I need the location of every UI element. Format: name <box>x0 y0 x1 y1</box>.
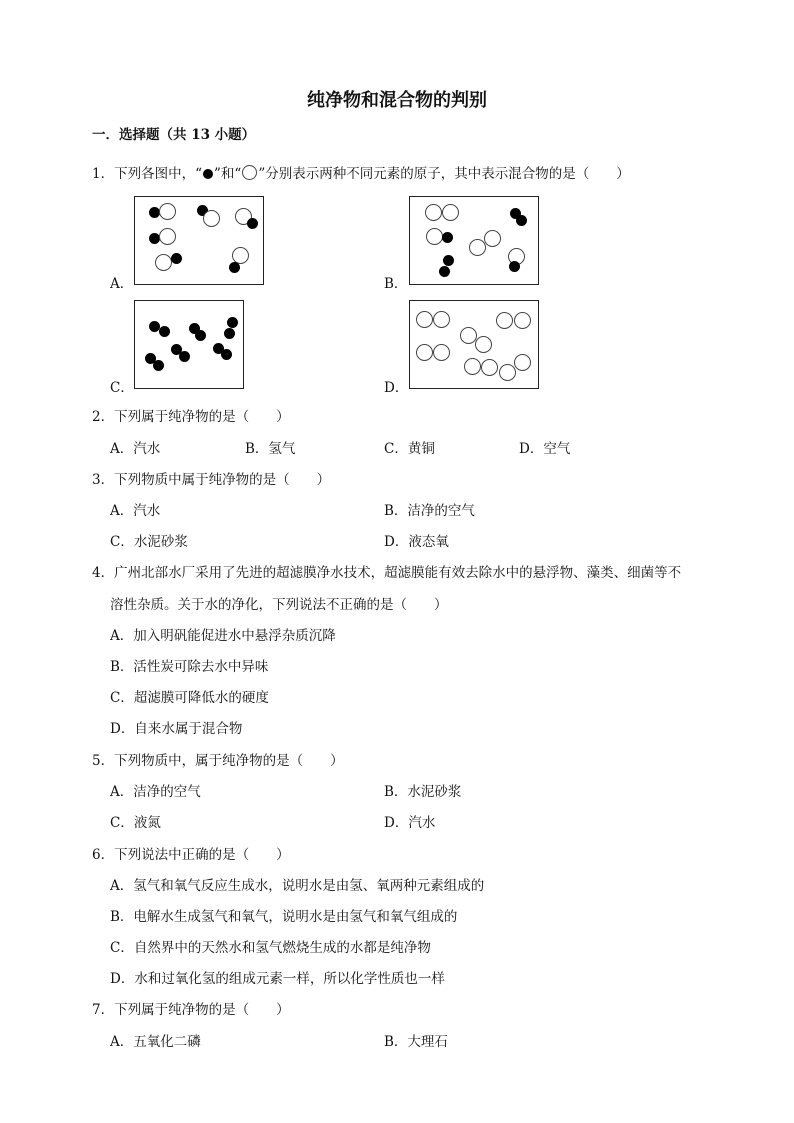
white-atom <box>464 358 481 375</box>
white-atom <box>481 359 498 376</box>
option-d: D．液态氧 <box>384 534 449 550</box>
black-atom <box>442 232 453 243</box>
black-atom <box>195 330 206 341</box>
black-atom-icon <box>203 169 213 179</box>
diagram-a <box>134 196 264 285</box>
question-5-stem: 5．下列物质中，属于纯净物的是（ ） <box>92 753 344 769</box>
question-7-stem: 7．下列属于纯净物的是（ ） <box>92 1002 290 1018</box>
option-c: C．超滤膜可降低水的硬度 <box>110 690 269 706</box>
black-atom <box>229 262 240 273</box>
question-4-stem-cont: 溶性杂质。关于水的净化，下列说法不正确的是（ ） <box>110 597 448 613</box>
option-c: C．自然界中的天然水和氢气燃烧生成的水都是纯净物 <box>110 940 431 956</box>
white-atom <box>499 364 516 381</box>
black-atom <box>159 326 170 337</box>
option-a: A．汽水 <box>110 503 161 519</box>
question-number: 1． <box>92 166 115 182</box>
option-b: B．电解水生成氢气和氧气，说明水是由氢气和氧气组成的 <box>110 909 458 925</box>
black-atom <box>221 349 232 360</box>
white-atom <box>426 228 443 245</box>
question-2-stem: 2．下列属于纯净物的是（ ） <box>92 409 290 425</box>
option-label-c: C． <box>110 380 134 396</box>
section-heading: 一．选择题（共 13 小题） <box>92 127 256 143</box>
white-atom <box>514 354 531 371</box>
white-atom <box>159 203 176 220</box>
option-label-d: D． <box>384 380 409 396</box>
white-atom <box>416 344 433 361</box>
black-atom <box>153 360 164 371</box>
black-atom <box>247 218 258 229</box>
option-b: B．活性炭可除去水中异味 <box>110 659 269 675</box>
option-c: C．水泥砂浆 <box>110 534 188 550</box>
white-atom <box>442 204 459 221</box>
black-atom <box>509 261 520 272</box>
black-atom <box>516 215 527 226</box>
question-6-stem: 6．下列说法中正确的是（ ） <box>92 847 290 863</box>
option-b: B．洁净的空气 <box>384 503 475 519</box>
question-3-stem: 3．下列物质中属于纯净物的是（ ） <box>92 472 331 488</box>
diagram-c <box>134 300 244 389</box>
white-atom <box>496 312 513 329</box>
page-title: 纯净物和混合物的判别 <box>307 90 487 111</box>
question-1-stem: 1．下列各图中，“ ”和“ ”分别表示两种不同元素的原子，其中表示混合物的是（ ） <box>92 166 630 182</box>
option-d: D．汽水 <box>384 815 436 831</box>
black-atom <box>443 255 454 266</box>
option-d: D．水和过氧化氢的组成元素一样，所以化学性质也一样 <box>110 971 445 987</box>
option-a: A．汽水 <box>110 441 161 457</box>
option-a: A．氢气和氧气反应生成水，说明水是由氢、氧两种元素组成的 <box>110 878 485 894</box>
black-atom <box>224 328 235 339</box>
option-c: C．黄铜 <box>384 441 435 457</box>
black-atom <box>171 253 182 264</box>
white-atom <box>159 228 176 245</box>
option-b: B．氢气 <box>245 441 296 457</box>
white-atom <box>425 204 442 221</box>
option-c: C．液氮 <box>110 815 161 831</box>
black-atom <box>179 351 190 362</box>
option-b: B．大理石 <box>384 1034 448 1050</box>
option-a: A．洁净的空气 <box>110 784 201 800</box>
option-label-a: A． <box>110 276 134 292</box>
question-4-stem: 4．广州北部水厂采用了先进的超滤膜净水技术，超滤膜能有效去除水中的悬浮物、藻类、细菌等不 <box>92 565 682 581</box>
white-atom <box>416 311 433 328</box>
white-atom <box>469 239 486 256</box>
option-label-b: B． <box>384 276 408 292</box>
white-atom-icon <box>242 165 257 180</box>
black-atom <box>439 266 450 277</box>
white-atom <box>475 336 492 353</box>
option-b: B．水泥砂浆 <box>384 784 462 800</box>
option-d: D．空气 <box>519 441 571 457</box>
white-atom <box>155 254 172 271</box>
option-a: A．加入明矾能促进水中悬浮杂质沉降 <box>110 628 336 644</box>
option-a: A．五氧化二磷 <box>110 1034 201 1050</box>
option-d: D．自来水属于混合物 <box>110 721 243 737</box>
white-atom <box>203 210 220 227</box>
white-atom <box>433 311 450 328</box>
white-atom <box>433 344 450 361</box>
white-atom <box>484 230 501 247</box>
white-atom <box>514 312 531 329</box>
diagram-d <box>409 300 539 389</box>
diagram-b <box>409 196 539 285</box>
black-atom <box>227 317 238 328</box>
